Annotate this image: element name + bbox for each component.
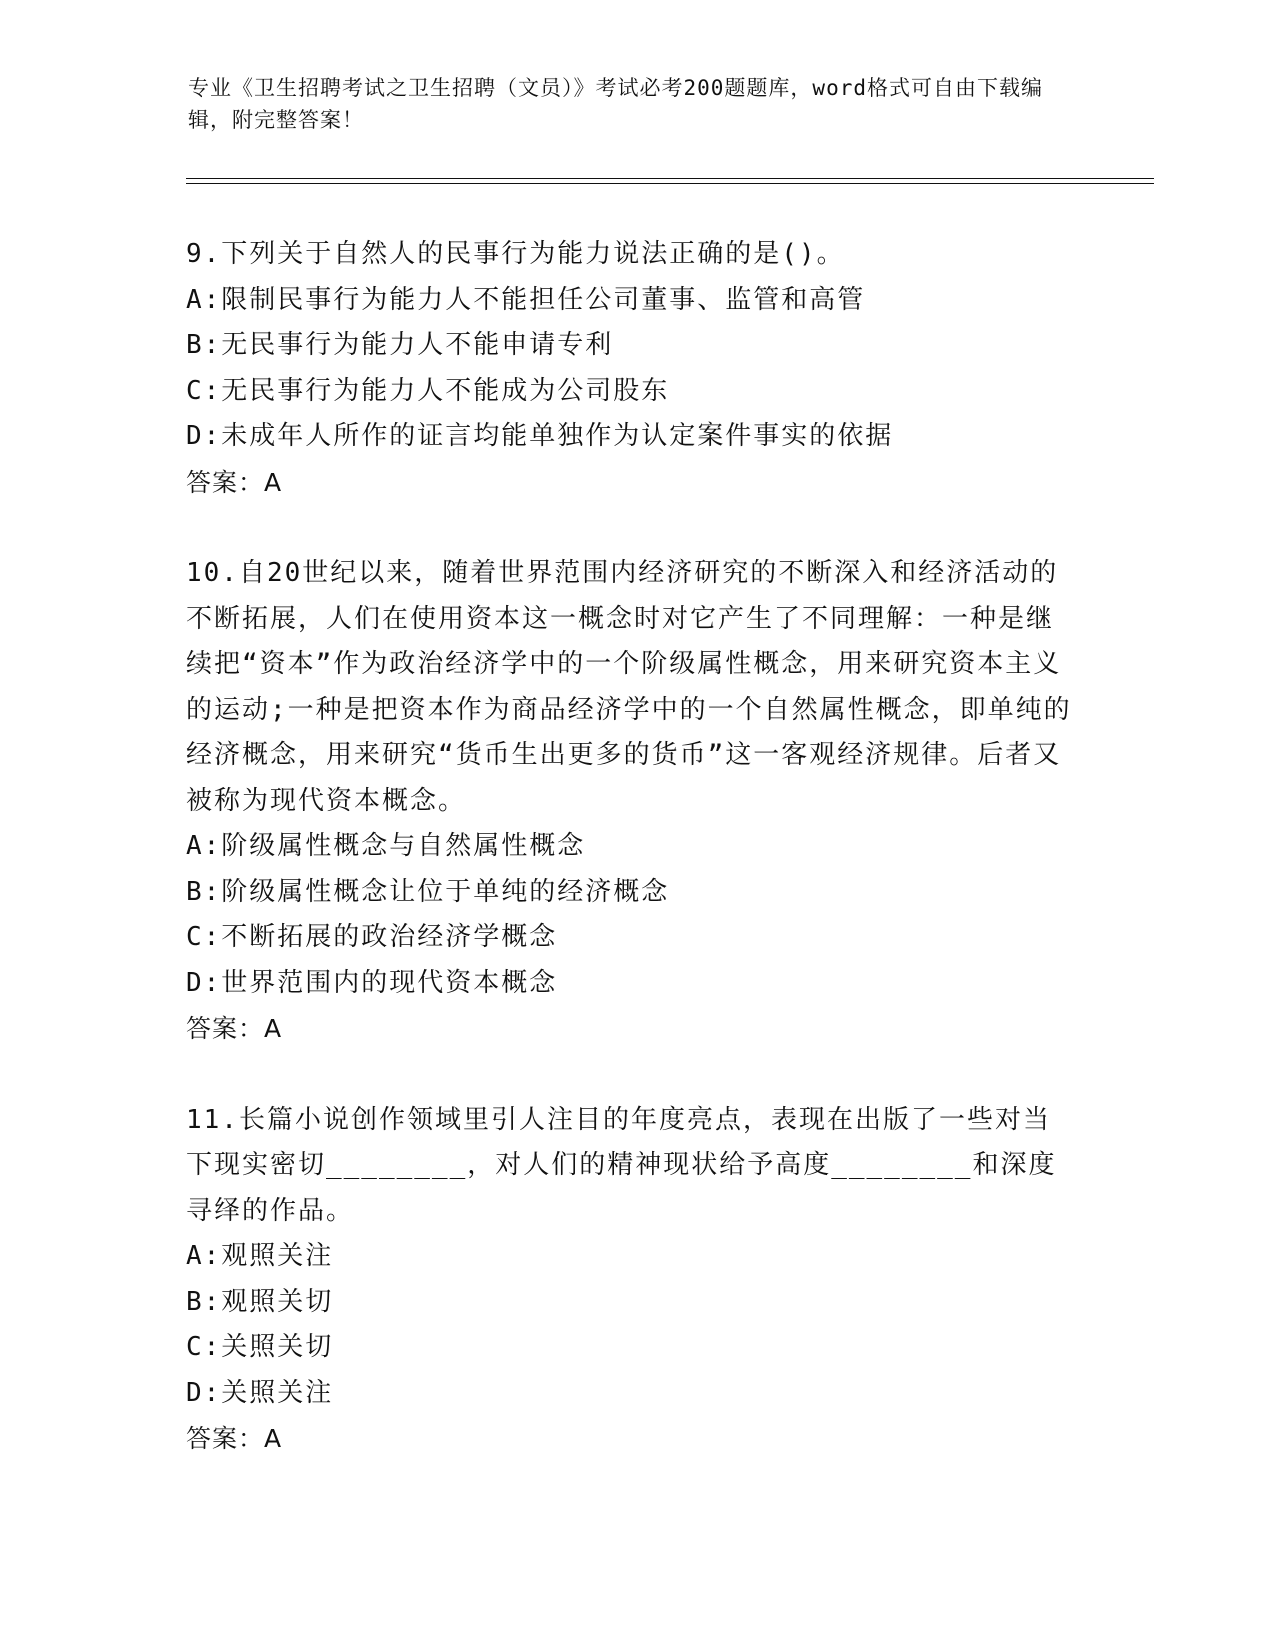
option-d: D:世界范围内的现代资本概念 [186,967,558,998]
question-spacer [186,505,1076,551]
question-stem: 9.下列关于自然人的民事行为能力说法正确的是()。 [186,239,845,269]
question-stem: 10.自20世纪以来，随着世界范围内经济研究的不断深入和经济活动的不断拓展，人们在使用资本这一概念时对它产生了不同理解：一种是继续把“资本”作为政治经济学中的一个阶级属性概念，用来研究资本主义的运动;一种是把资本作为商品经济学中的一个自然属性概念，即单纯的经济概念，用来研究“货币生出更多的货币”这一客观经济规律。后者又被称为现代资本概念。 [186,558,1072,816]
question-spacer [186,1052,1076,1098]
answer-line: 答案：A [186,1424,283,1453]
header-divider-bottom [186,183,1154,184]
option-d: D:关照关注 [186,1377,334,1408]
option-b: B:观照关切 [186,1286,334,1317]
question-9 [186,232,1076,505]
question-11 [186,1098,1076,1462]
option-c: C:关照关切 [186,1332,334,1362]
question-stem: 11.长篇小说创作领域里引人注目的年度亮点，表现在出版了一些对当下现实密切________，对人们的精神现状给予高度________和深度寻绎的作品。 [186,1104,1057,1226]
option-a: A:限制民事行为能力人不能担任公司董事、监管和高管 [186,284,866,315]
question-list [186,232,1076,1462]
answer-line: 答案：A [186,1014,283,1043]
question-10 [186,551,1076,1052]
option-b: B:阶级属性概念让位于单纯的经济概念 [186,876,670,907]
option-a: A:观照关注 [186,1241,334,1271]
answer-line: 答案：A [186,467,283,497]
option-d: D:未成年人所作的证言均能单独作为认定案件事实的依据 [186,421,894,451]
document-header: 专业《卫生招聘考试之卫生招聘（文员）》考试必考200题题库，word格式可自由下载编辑，附完整答案！ [188,76,1043,132]
option-a: A:阶级属性概念与自然属性概念 [186,831,586,861]
option-c: C:不断拓展的政治经济学概念 [186,922,558,952]
option-b: B:无民事行为能力人不能申请专利 [186,330,614,360]
option-c: C:无民事行为能力人不能成为公司股东 [186,375,670,406]
header-divider-top [186,178,1154,179]
